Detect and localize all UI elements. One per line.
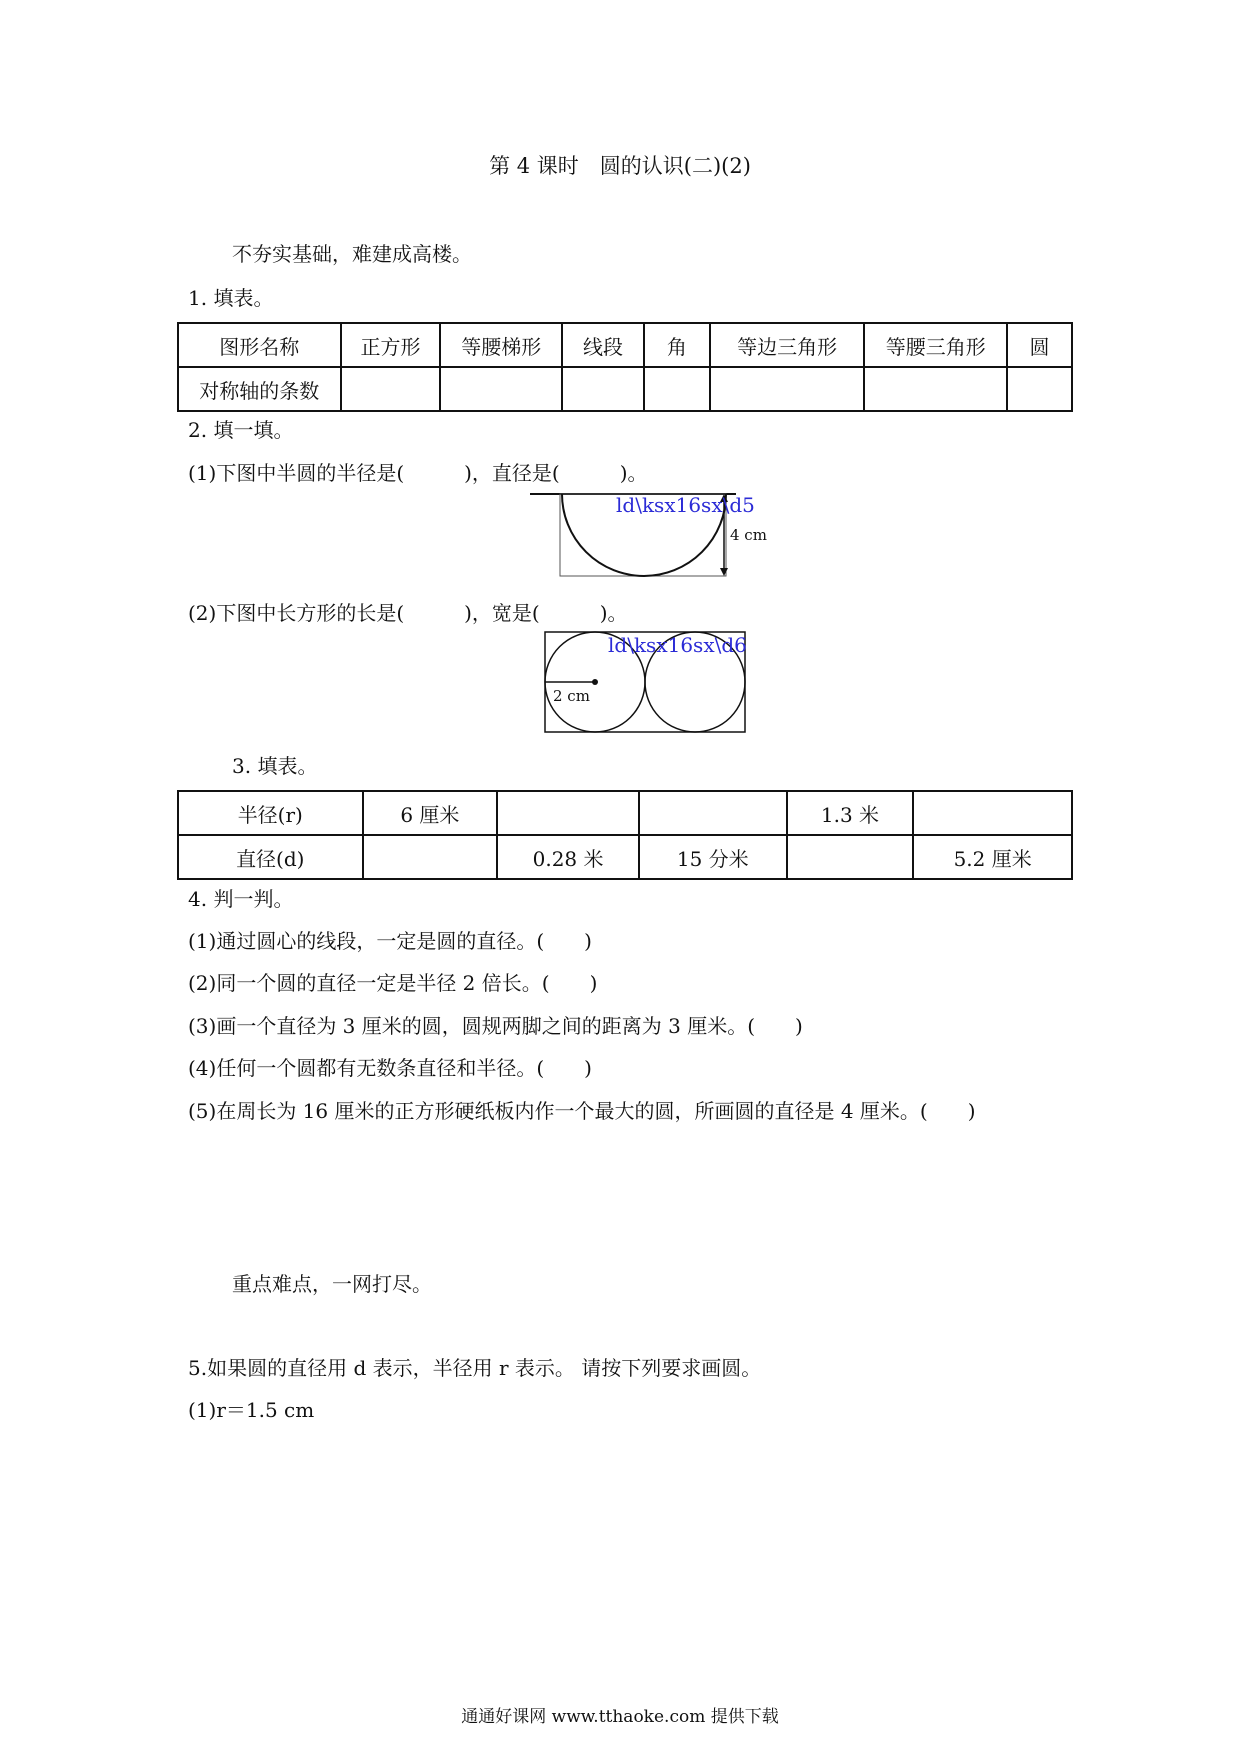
q1-answer-cell[interactable] [341,367,441,411]
fig2-radius-label: 2 cm [553,687,590,705]
fig1-watermark: ld\ksx16sx\d5 [616,493,755,517]
q1-answer-cell[interactable] [562,367,644,411]
q1-answer-cell[interactable] [1007,367,1072,411]
q1-header-cell: 等腰梯形 [440,323,562,367]
section-motto-key: 重点难点，一网打尽。 [232,1272,432,1296]
q1-answer-cell[interactable] [710,367,865,411]
q1-answer-cell[interactable] [864,367,1007,411]
q1-header-cell: 圆 [1007,323,1072,367]
q4-item: (1)通过圆心的线段，一定是圆的直径。( ) [188,929,592,953]
q3-blank-cell[interactable] [913,791,1072,835]
q1-header-cell: 角 [644,323,710,367]
q1-header-row [178,323,1072,367]
q3-table [177,790,1073,880]
arrow-head-down [720,568,728,576]
q1-header-cell: 等边三角形 [710,323,865,367]
page-title: 第 4 课时 圆的认识(二)(2) [489,154,751,178]
q3-cell: 0.28 米 [497,835,639,879]
q3-row-label-diameter: 直径(d) [178,835,363,879]
footer-credit: 通通好课网 www.tthaoke.com 提供下载 [461,1707,779,1727]
q1-header-cell: 等腰三角形 [864,323,1007,367]
q3-radius-row [178,791,1072,835]
fig2-watermark: ld\ksx16sx\d6 [608,633,747,657]
q1-prompt: 1. 填表。 [188,286,274,310]
q3-row-label-radius: 半径(r) [178,791,363,835]
q3-blank-cell[interactable] [363,835,498,879]
q3-cell: 15 分米 [639,835,787,879]
circle-center [592,679,598,685]
q1-row-label: 对称轴的条数 [178,367,341,411]
q1-answer-cell[interactable] [644,367,710,411]
q5-prompt: 5.如果圆的直径用 d 表示，半径用 r 表示。 请按下列要求画圆。 [188,1356,762,1380]
q3-cell: 6 厘米 [363,791,498,835]
semicircle-figure [530,490,770,580]
q5-sub1: (1)r＝1.5 cm [188,1398,315,1422]
q4-prompt: 4. 判一判。 [188,887,294,911]
q3-blank-cell[interactable] [639,791,787,835]
q3-blank-cell[interactable] [787,835,914,879]
q2-sub1: (1)下图中半圆的半径是( )，直径是( )。 [188,461,648,485]
q1-header-cell: 线段 [562,323,644,367]
q2-prompt: 2. 填一填。 [188,418,294,442]
q1-table [177,322,1073,412]
fig1-dimension-label: 4 cm [730,526,767,544]
q4-item: (2)同一个圆的直径一定是半径 2 倍长。( ) [188,971,598,995]
q1-header-cell: 图形名称 [178,323,341,367]
q4-item: (4)任何一个圆都有无数条直径和半径。( ) [188,1056,592,1080]
q4-item: (5)在周长为 16 厘米的正方形硬纸板内作一个最大的圆，所画圆的直径是 4 厘米。( ) [188,1099,976,1123]
q4-item: (3)画一个直径为 3 厘米的圆，圆规两脚之间的距离为 3 厘米。( ) [188,1014,803,1038]
q1-answer-row [178,367,1072,411]
q3-blank-cell[interactable] [497,791,639,835]
q1-header-cell: 正方形 [341,323,441,367]
section-motto-basic: 不夯实基础，难建成高楼。 [232,242,472,266]
two-circles-figure [540,628,752,736]
q3-diameter-row [178,835,1072,879]
q3-prompt: 3. 填表。 [232,754,318,778]
q3-cell: 1.3 米 [787,791,914,835]
q1-answer-cell[interactable] [440,367,562,411]
q2-sub2: (2)下图中长方形的长是( )，宽是( )。 [188,601,628,625]
q3-cell: 5.2 厘米 [913,835,1072,879]
